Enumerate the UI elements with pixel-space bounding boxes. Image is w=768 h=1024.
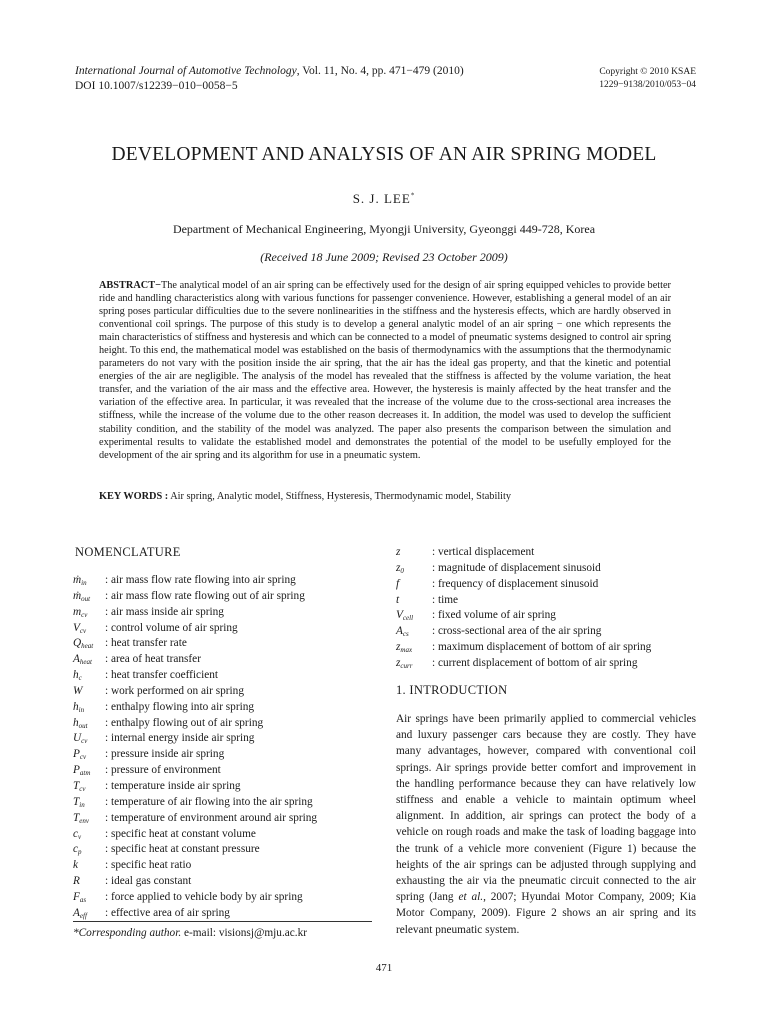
- nomenclature-definition: : pressure inside air spring: [105, 748, 225, 761]
- footnote-label: *Corresponding author.: [73, 927, 182, 939]
- nomenclature-symbol: [73, 605, 105, 621]
- nomenclature-symbol: [73, 589, 105, 605]
- nomenclature-entry: [396, 608, 696, 624]
- symbol-subscript: in: [81, 579, 87, 587]
- nomenclature-definition: : current displacement of bottom of air spring: [432, 656, 638, 669]
- journal-header: [75, 64, 464, 94]
- nomenclature-definition: : heat transfer rate: [105, 637, 187, 650]
- footnote-email: e-mail: visionsj@mju.ac.kr: [181, 927, 308, 939]
- nomenclature-symbol: [396, 656, 432, 672]
- nomenclature-symbol: [396, 593, 432, 609]
- nomenclature-definition: : air mass inside air spring: [105, 605, 224, 618]
- nomenclature-entry: [73, 636, 373, 652]
- symbol-base: A: [73, 653, 80, 666]
- journal-citation: , Vol. 11, No. 4, pp. 471−479 (2010): [296, 65, 464, 77]
- author-line: [0, 191, 768, 207]
- nomenclature-entry: [73, 842, 373, 858]
- nomenclature-entry: [73, 573, 373, 589]
- symbol-subscript: cs: [402, 630, 409, 639]
- symbol-subscript: out: [78, 721, 88, 730]
- nomenclature-entry: [73, 890, 373, 906]
- nomenclature-definition: : internal energy inside air spring: [105, 732, 255, 745]
- nomenclature-entry: [73, 668, 373, 684]
- nomenclature-entry: [396, 577, 696, 593]
- symbol-subscript: atm: [79, 769, 91, 778]
- nomenclature-definition: : work performed on air spring: [105, 684, 244, 697]
- nomenclature-entry: [73, 747, 373, 763]
- symbol-subscript: in: [78, 705, 85, 714]
- nomenclature-symbol: [73, 684, 105, 700]
- nomenclature-definition: : specific heat at constant pressure: [105, 843, 260, 856]
- nomenclature-entry: [73, 827, 373, 843]
- symbol-base: Q: [73, 637, 82, 650]
- nomenclature-symbol: [396, 545, 432, 561]
- intro-text: Air springs have been primarily applied to commercial vehicles and luxury passenger cars because they are costly. They have many advantages, however, compared with conventional coil springs. Air springs provide better comfort and improvement in the handling performance because they can have relatively low stiffness and enable a vehicle to maintain optimum wheel alignment. In addition, air springs can protect the body of a vehicle on rough roads and make the task of loading baggage into the trunk of a vehicle more convenient (Figure 1) because the heights of the air springs can be adjusted through supplying and exhausting the air via the pneumatic circuit connected to the air spring (Jang: [396, 713, 696, 904]
- nomenclature-symbol: [73, 890, 105, 906]
- nomenclature-definition: : force applied to vehicle body by air spring: [105, 890, 303, 903]
- nomenclature-symbol: [73, 874, 105, 890]
- nomenclature-symbol: [73, 668, 105, 684]
- symbol-base: z: [396, 656, 401, 669]
- symbol-base: P: [73, 748, 80, 761]
- nomenclature-definition: : maximum displacement of bottom of air spring: [432, 641, 652, 654]
- symbol-base: W: [73, 684, 83, 697]
- nomenclature-symbol: [73, 906, 105, 922]
- symbol-base: t: [396, 593, 400, 606]
- symbol-subscript: curr: [400, 661, 413, 670]
- nomenclature-symbol: [73, 636, 105, 652]
- symbol-subscript: env: [79, 816, 90, 825]
- nomenclature-entry: [396, 656, 696, 672]
- nomenclature-entry: [73, 779, 373, 795]
- footnote: [73, 927, 307, 939]
- nomenclature-definition: : specific heat at constant volume: [105, 827, 256, 840]
- author-mark: *: [410, 191, 416, 200]
- abstract: [99, 279, 671, 462]
- nomenclature-definition: : temperature of environment around air spring: [105, 811, 318, 824]
- nomenclature-entry: [73, 811, 373, 827]
- nomenclature-entry: [73, 700, 373, 716]
- nomenclature-definition: : pressure of environment: [105, 764, 221, 777]
- affiliation: Department of Mechanical Engineering, Myongji University, Gyeonggi 449-728, Korea: [172, 222, 596, 236]
- journal-name: International Journal of Automotive Technology: [75, 65, 297, 77]
- footnote-rule: [73, 921, 372, 922]
- nomenclature-symbol: [73, 779, 105, 795]
- symbol-subscript: heat: [79, 658, 92, 667]
- nomenclature-symbol: [73, 842, 105, 858]
- intro-etal: et al.: [458, 891, 484, 904]
- nomenclature-entry: [73, 874, 373, 890]
- symbol-base: V: [73, 621, 80, 634]
- symbol-base: A: [73, 906, 80, 919]
- symbol-subscript: cv: [79, 626, 87, 635]
- nomenclature-definition: : air mass flow rate flowing into air spring: [105, 574, 296, 586]
- symbol-subscript: in: [79, 800, 85, 809]
- nomenclature-entry: [73, 731, 373, 747]
- nomenclature-definition: : enthalpy flowing out of air spring: [105, 716, 264, 729]
- page-number: 471: [375, 962, 393, 974]
- author-name: S. J. LEE: [352, 191, 411, 206]
- nomenclature-definition: : vertical displacement: [432, 546, 535, 558]
- introduction-heading: 1. INTRODUCTION: [396, 683, 508, 697]
- nomenclature-symbol: [73, 716, 105, 732]
- nomenclature-definition: : temperature inside air spring: [105, 779, 241, 792]
- nomenclature-symbol: [73, 763, 105, 779]
- symbol-base: h: [73, 716, 79, 729]
- symbol-subscript: as: [79, 895, 87, 904]
- symbol-subscript: 0: [400, 566, 404, 575]
- paper-title: DEVELOPMENT AND ANALYSIS OF AN AIR SPRING MODEL: [111, 144, 657, 165]
- copyright-block: [599, 66, 696, 92]
- symbol-subscript: heat: [81, 642, 94, 651]
- symbol-subscript: max: [400, 646, 413, 655]
- nomenclature-definition: : fixed volume of air spring: [432, 609, 556, 622]
- symbol-base: F: [73, 890, 80, 903]
- nomenclature-definition: : enthalpy flowing into air spring: [105, 700, 255, 713]
- nomenclature-entry: [73, 589, 373, 605]
- nomenclature-symbol: [396, 624, 432, 640]
- nomenclature-entry: [396, 561, 696, 577]
- nomenclature-symbol: [73, 811, 105, 827]
- symbol-base: ṁ: [73, 574, 82, 586]
- nomenclature-entry: [73, 605, 373, 621]
- nomenclature-symbol: [73, 573, 105, 589]
- nomenclature-symbol: [73, 795, 105, 811]
- nomenclature-definition: : temperature of air flowing into the air spring: [105, 795, 313, 808]
- abstract-label: ABSTRACT−: [99, 280, 161, 291]
- symbol-subscript: cv: [79, 753, 87, 762]
- symbol-base: z: [396, 561, 401, 574]
- symbol-subscript: cv: [81, 737, 88, 746]
- nomenclature-definition: : ideal gas constant: [105, 875, 192, 888]
- nomenclature-entry: [73, 795, 373, 811]
- nomenclature-entry: [396, 545, 696, 561]
- nomenclature-entry: [73, 621, 373, 637]
- issn: 1229−9138/2010/053−04: [599, 80, 696, 90]
- symbol-base: c: [73, 827, 79, 840]
- symbol-subscript: cv: [81, 610, 88, 619]
- abstract-text: The analytical model of an air spring can be effectively used for the design of air spring equipped vehicles to provide better ride and handling characteristics along with various functions for passenger convenience. However, establishing a general model of an air spring poses particular difficulties due to the severe nonlinearities in the stiffness and the hysteresis effects, which are hardly observed in conventional coil springs. The purpose of this study is to develop a general analytic model of an air spring − one which represents the main characteristics of stiffness and hysteresis and which can be connected to a model of pneumatic systems designed to control air spring height. To this end, the mathematical model was established on the basis of thermodynamics with the assumptions that the thermodynamic parameters do not vary with the position inside the air spring, that the air has the ideal gas property, and that the kinetic and potential energies of the air are negligible. The analysis of the model has revealed that the stiffness is affected by the volume variation, the heat transfer, and the variation of the air mass and the effective area. However, the hysteresis is mainly affected by the heat transfer and the variation of the effective area. In particular, it was revealed that the increase of the volume due to the cross-sectional area increases the stiffness, while the increase of the volume due to the other reason decreases it. In addition, the model was used to develop the sufficient stability condition, and the stability of the model was analyzed. The paper also presents the comparison between the simulation and experimental results to validate the established model and demonstrates the potential of the model to be usefully employed for the development of the air spring and its algorithm for use in a pneumatic system.: [99, 280, 671, 461]
- nomenclature-entry: [73, 684, 373, 700]
- nomenclature-symbol: [396, 608, 432, 624]
- nomenclature-symbol: [73, 827, 105, 843]
- symbol-base: k: [73, 859, 79, 872]
- nomenclature-column-right: [396, 545, 696, 672]
- nomenclature-definition: : frequency of displacement sinusoid: [432, 577, 599, 590]
- nomenclature-entry: [396, 593, 696, 609]
- nomenclature-symbol: [396, 577, 432, 593]
- nomenclature-definition: : heat transfer coefficient: [105, 669, 219, 682]
- nomenclature-entry: [73, 906, 373, 922]
- nomenclature-entry: [396, 640, 696, 656]
- symbol-base: m: [73, 605, 82, 618]
- symbol-base: T: [73, 779, 80, 792]
- keywords-label: KEY WORDS :: [99, 491, 169, 502]
- symbol-subscript: cv: [79, 784, 86, 793]
- nomenclature-symbol: [73, 652, 105, 668]
- nomenclature-definition: : effective area of air spring: [105, 906, 230, 919]
- nomenclature-definition: : air mass flow rate flowing out of air spring: [105, 589, 305, 602]
- nomenclature-symbol: [73, 731, 105, 747]
- nomenclature-definition: : magnitude of displacement sinusoid: [432, 561, 601, 574]
- symbol-base: R: [73, 875, 80, 888]
- nomenclature-entry: [73, 652, 373, 668]
- symbol-base: A: [396, 625, 403, 638]
- nomenclature-definition: : area of heat transfer: [105, 653, 201, 666]
- doi: DOI 10.1007/s12239−010−0058−5: [75, 80, 238, 92]
- introduction-paragraph: [396, 711, 696, 938]
- symbol-base: c: [73, 843, 79, 856]
- nomenclature-symbol: [73, 747, 105, 763]
- keywords-text: Air spring, Analytic model, Stiffness, Hysteresis, Thermodynamic model, Stability: [168, 491, 512, 502]
- symbol-base: z: [396, 546, 401, 558]
- copyright: Copyright © 2010 KSAE: [599, 67, 696, 77]
- keywords: [99, 491, 671, 502]
- symbol-subscript: c: [78, 674, 82, 683]
- symbol-base: f: [396, 577, 400, 590]
- symbol-base: ṁ: [73, 589, 82, 602]
- symbol-subscript: out: [81, 594, 91, 603]
- nomenclature-entry: [73, 858, 373, 874]
- nomenclature-symbol: [396, 561, 432, 577]
- nomenclature-definition: : time: [432, 593, 459, 606]
- received-dates: (Received 18 June 2009; Revised 23 October 2009): [260, 250, 508, 264]
- nomenclature-symbol: [73, 858, 105, 874]
- nomenclature-entry: [73, 716, 373, 732]
- nomenclature-symbol: [73, 621, 105, 637]
- symbol-subscript: v: [78, 832, 82, 841]
- nomenclature-heading: NOMENCLATURE: [75, 545, 181, 559]
- intro-text-tail: , 2007; Hyundai Motor Company, 2009; Kia Motor Company, 2009). Figure 2 shows an air spring and its relevant pneumatic system.: [396, 891, 696, 936]
- nomenclature-symbol: [396, 640, 432, 656]
- symbol-base: P: [73, 764, 80, 777]
- nomenclature-symbol: [73, 700, 105, 716]
- symbol-subscript: cell: [402, 614, 414, 623]
- symbol-base: h: [73, 669, 79, 682]
- symbol-base: U: [73, 732, 82, 745]
- nomenclature-column-left: [73, 573, 373, 922]
- nomenclature-entry: [73, 763, 373, 779]
- nomenclature-definition: : control volume of air spring: [105, 621, 238, 634]
- nomenclature-entry: [396, 624, 696, 640]
- symbol-subscript: eff: [79, 911, 87, 920]
- symbol-base: z: [396, 641, 401, 654]
- nomenclature-definition: : cross-sectional area of the air spring: [432, 625, 602, 638]
- symbol-base: T: [73, 811, 80, 824]
- symbol-base: h: [73, 700, 79, 713]
- symbol-subscript: p: [78, 848, 82, 857]
- symbol-base: V: [396, 609, 403, 622]
- symbol-base: T: [73, 795, 80, 808]
- nomenclature-definition: : specific heat ratio: [105, 859, 192, 872]
